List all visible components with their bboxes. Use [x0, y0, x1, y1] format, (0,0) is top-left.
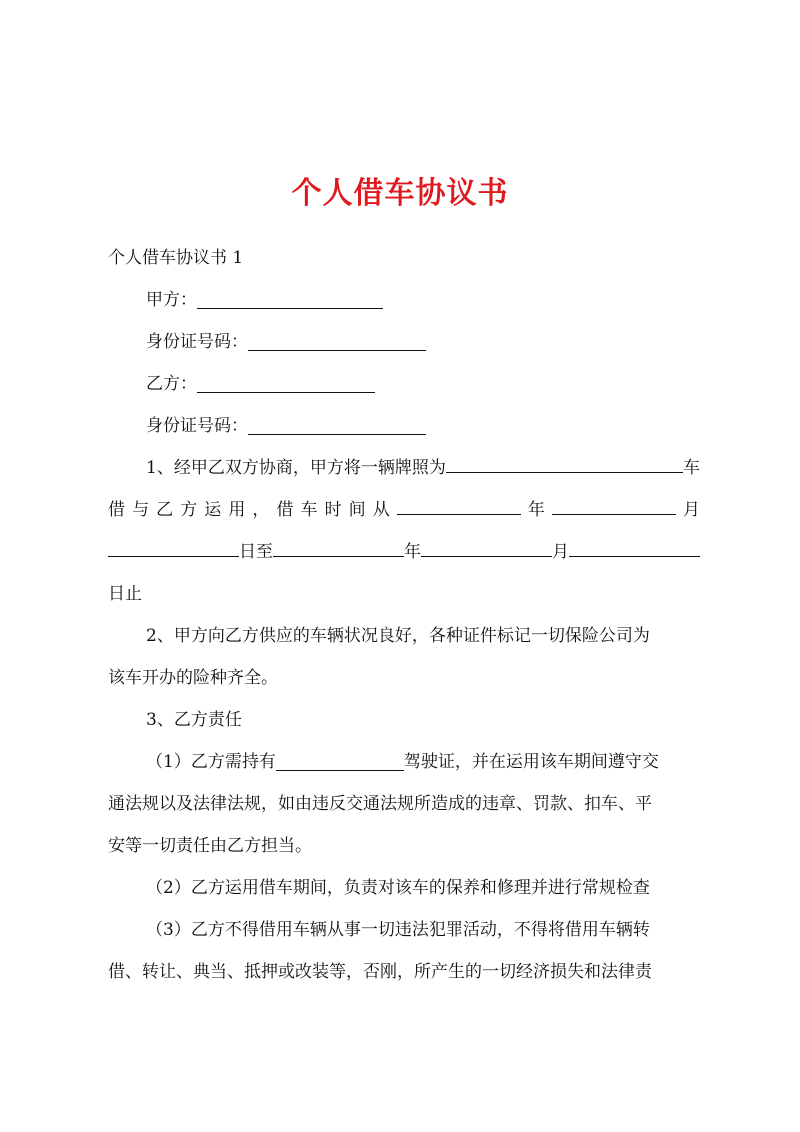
clause3-3-line1: （3）乙方不得借用车辆从事一切违法犯罪活动，不得将借用车辆转	[146, 920, 650, 940]
clause1-line4: 日止	[108, 584, 142, 604]
party-b-field	[146, 370, 700, 398]
party-a-blank	[197, 290, 383, 309]
clause3-2-line1: （2）乙方运用借车期间，负责对该车的保养和修理并进行常规检查	[146, 878, 650, 898]
clause1-text: 1、经甲乙双方协商，甲方将一辆牌照为	[146, 458, 446, 478]
month-label: 月	[682, 500, 700, 520]
char: ，	[252, 500, 270, 520]
clause1-line3	[108, 538, 700, 566]
clause2-line1: 2、甲方向乙方供应的车辆状况良好，各种证件标记一切保险公司为	[146, 626, 650, 646]
start-month-blank	[552, 496, 676, 515]
clause1-car: 车	[683, 458, 700, 478]
char: 与	[132, 500, 150, 520]
party-b-id-blank	[248, 416, 426, 435]
party-a-field	[146, 286, 700, 314]
party-a-id-field	[146, 328, 700, 356]
start-day-blank	[108, 538, 239, 557]
party-b-id-label: 身份证号码：	[146, 416, 248, 436]
plate-number-blank	[446, 454, 683, 473]
char: 从	[372, 500, 390, 520]
char: 借	[276, 500, 294, 520]
clause3-1-line3: 安等一切责任由乙方担当。	[108, 836, 312, 856]
party-b-id-field	[146, 412, 700, 440]
party-a-id-label: 身份证号码：	[146, 332, 248, 352]
party-a-id-blank	[248, 332, 426, 351]
clause3-1-prefix: （1）乙方需持有	[146, 752, 276, 772]
party-b-blank	[197, 374, 375, 393]
clause3-3-line2: 借、转让、典当、抵押或改装等，否刚，所产生的一切经济损失和法律责	[108, 962, 652, 982]
clause2-line2: 该车开办的险种齐全。	[108, 668, 278, 688]
char: 方	[180, 500, 198, 520]
clause3-1-suffix: 驾驶证，并在运用该车期间遵守交	[403, 752, 659, 772]
party-b-label: 乙方：	[146, 374, 197, 394]
end-day-blank	[569, 538, 700, 557]
char: 时	[324, 500, 342, 520]
char: 车	[300, 500, 318, 520]
clause3-1-line1	[146, 748, 700, 776]
subtitle: 个人借车协议书 1	[108, 248, 244, 268]
clause1-line1	[146, 454, 700, 482]
clause1-line2	[108, 496, 700, 524]
year-label: 年	[527, 500, 545, 520]
year-label: 年	[404, 542, 421, 562]
end-year-blank	[273, 538, 404, 557]
month-label: 月	[552, 542, 569, 562]
start-year-blank	[397, 496, 521, 515]
char: 运	[204, 500, 222, 520]
document-title: 个人借车协议书	[291, 176, 509, 211]
license-type-blank	[276, 752, 404, 771]
char: 借	[108, 500, 125, 520]
char: 乙	[156, 500, 174, 520]
end-month-blank	[421, 538, 552, 557]
day-to-label: 日至	[239, 542, 273, 562]
char: 用	[228, 500, 246, 520]
clause3-heading: 3、乙方责任	[146, 710, 242, 730]
party-a-label: 甲方：	[146, 290, 197, 310]
char: 间	[348, 500, 366, 520]
clause3-1-line2: 通法规以及法律法规，如由违反交通法规所造成的违章、罚款、扣车、平	[108, 794, 652, 814]
